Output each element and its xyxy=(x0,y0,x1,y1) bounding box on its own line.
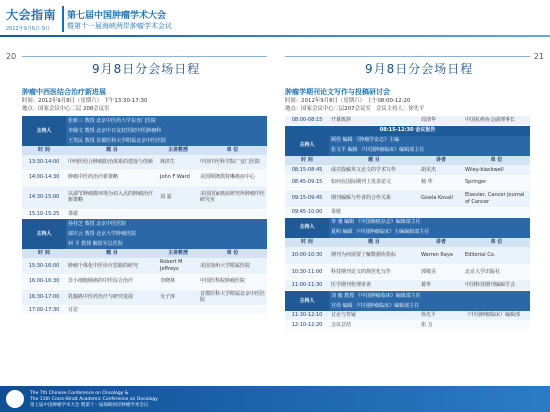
col-topic: 题 目 xyxy=(66,249,158,258)
row-time: 09:15-09:45 xyxy=(285,190,329,208)
row-time: 11:30-12:10 xyxy=(285,311,329,320)
row-speaker: 张 力 xyxy=(419,320,463,330)
chair: 张文平 编辑 《中国肿瘤临床》编辑部主任 xyxy=(329,146,530,156)
col-unit: 单 位 xyxy=(198,249,267,258)
row-time: 12:10-12:20 xyxy=(285,320,329,330)
row-unit: 首都医科大学附属北京中医医院 xyxy=(198,289,267,305)
row-unit: 中国抗癌协会副理事长 xyxy=(463,116,530,125)
row-unit: 中国医科院肿瘤医院 xyxy=(198,274,267,289)
row-time: 13:30-14:00 xyxy=(22,155,66,170)
chair: 李 驰 编辑 《中国肺癌杂志》编辑部主任 xyxy=(329,217,530,228)
row-time: 16:30-17:00 xyxy=(22,289,66,305)
chair-label: 主持人 xyxy=(22,116,66,146)
col-time: 时 间 xyxy=(285,238,329,247)
row-unit: 中国中医科学院广安门医院 xyxy=(198,155,267,170)
row-time: 08:15-08:45 xyxy=(285,165,329,176)
row-speaker xyxy=(419,208,463,218)
section-band: 08:15-12:30 会议报告 xyxy=(285,125,530,136)
chair: 宫伟 编辑 《中国肿瘤临床》编辑部主任 xyxy=(329,301,530,311)
chair: 孙桂芝 教授 北京中医医院 xyxy=(66,219,267,230)
row-unit xyxy=(463,320,530,330)
page-title-right: 9月8日分会场日程 xyxy=(365,62,474,76)
chair-label: 主持人 xyxy=(285,291,329,312)
row-topic: 茶歇 xyxy=(329,208,419,218)
row-unit xyxy=(198,305,267,315)
col-speaker: 主讲教授 xyxy=(158,146,198,155)
logo-title: 大会指南 xyxy=(6,8,57,22)
row-time: 08:45-09:15 xyxy=(285,176,329,190)
conference-title: 第七届中国肿瘤学术大会 xyxy=(67,11,167,21)
footer-text xyxy=(30,391,158,409)
divider xyxy=(62,6,64,32)
conference-logo-icon xyxy=(6,390,24,408)
row-topic: 乳腺癌中医药治疗与研究进展 xyxy=(66,289,158,305)
conference-subtitle: 暨第十一届海峡两岸肿瘤学术会议 xyxy=(67,22,172,30)
col-speaker: 主讲教授 xyxy=(158,249,198,258)
col-topic: 题 目 xyxy=(329,156,419,165)
col-time: 时 间 xyxy=(285,156,329,165)
col-time: 时 间 xyxy=(22,146,66,155)
venue-text: 地点：国家会议中心二层207会议室 xyxy=(285,106,371,112)
col-unit: 单 位 xyxy=(463,156,530,165)
footer-line: 第七届中国肿瘤学术大会 暨第十一届海峡两岸肿瘤学术会议 xyxy=(30,403,149,408)
row-topic: 讨论 xyxy=(66,305,158,315)
chair: 顾佳 编辑 《肿瘤学杂志》主编 xyxy=(329,136,530,146)
rule-left xyxy=(22,56,267,57)
row-topic: 肿瘤中医药治疗新策略 xyxy=(66,170,158,185)
row-speaker xyxy=(158,209,198,219)
row-topic: 非小细胞肺癌的中医综合治疗 xyxy=(66,274,158,289)
chair: 何 平 教授 解放军总医院 xyxy=(66,239,267,249)
row-time: 14:00-14:30 xyxy=(22,170,66,185)
header xyxy=(0,0,550,42)
row-speaker: 胡美杰 xyxy=(419,165,463,176)
row-unit: 美国斯隆凯特琳癌症中心 xyxy=(198,170,267,185)
row-unit: Editorial Co. xyxy=(463,247,530,265)
row-topic: 期刊为何需要了解数据库指标 xyxy=(329,247,419,265)
chair-label: 主持人 xyxy=(285,136,329,156)
row-unit: 中国科技期刊编辑学会 xyxy=(463,280,530,291)
row-unit: 美国加州大学附属医院 xyxy=(198,258,267,274)
row-time: 16:00-16:30 xyxy=(22,274,66,289)
row-time: 15:30-16:00 xyxy=(22,258,66,274)
session-title: 肿瘤中西医结合治疗新进展 xyxy=(22,88,106,96)
row-speaker: John F Ward xyxy=(158,170,198,185)
page-title-left: 9月8日分会场日程 xyxy=(92,62,201,76)
session-time: 时间：2012年9月8日（星期六） 上午08:00-12:20 xyxy=(285,98,411,104)
row-time: 10:30-11:00 xyxy=(285,265,329,280)
row-topic: 成功投稿英文论文的学术写作 xyxy=(329,165,419,176)
row-topic: 如何在国际期刊上发表论文 xyxy=(329,176,419,190)
row-unit: Elsevier, Cancer Journal of Cancer xyxy=(463,190,530,208)
row-speaker: 杨 华 xyxy=(419,176,463,190)
schedule-table xyxy=(285,116,530,330)
right-column xyxy=(285,88,530,330)
row-topic: 医学期刊伦理审查 xyxy=(329,280,419,291)
left-column xyxy=(22,88,267,315)
rule-right xyxy=(285,56,530,57)
row-time: 08:00-08:15 xyxy=(285,116,329,125)
col-unit: 单 位 xyxy=(463,238,530,247)
row-time: 10:00-10:30 xyxy=(285,247,329,265)
chair: 夏明 编辑 《中国肿瘤临床》主编编辑部主任 xyxy=(329,228,530,238)
row-unit: 《中国肿瘤临床》编辑部 xyxy=(463,311,530,320)
row-unit: 美国国家癌症研究所肿瘤中医研究室 xyxy=(198,185,267,209)
col-topic: 题 目 xyxy=(329,238,419,247)
row-time: 17:00-17:30 xyxy=(22,305,66,315)
footer-line: The 7th Chinese Conference on Oncology & xyxy=(30,391,129,396)
page-number-left: 20 xyxy=(6,52,17,61)
session-time: 时间：2012年9月8日（星期六） 下午13:30-17:30 xyxy=(22,98,148,104)
row-speaker xyxy=(158,305,198,315)
row-speaker: 徐先平 xyxy=(419,311,463,320)
row-speaker: 葛华 xyxy=(419,280,463,291)
chair: 郎庆云 教授 北京大学肿瘤医院 xyxy=(66,229,267,239)
col-time: 时 间 xyxy=(22,249,66,258)
chair: 李佩文 教授 北京中日友好医院中医肿瘤科 xyxy=(66,126,267,136)
col-unit: 单 位 xyxy=(198,146,267,155)
row-speaker: Robert M Jeffreys xyxy=(158,258,198,274)
row-time: 09:45-10:00 xyxy=(285,208,329,218)
row-topic: 中西医结合肿瘤防治体系的建设与创新 xyxy=(66,155,158,170)
row-topic: 期刊编辑与作者的合作关系 xyxy=(329,190,419,208)
row-unit xyxy=(463,208,530,218)
row-time: 14:30-15:00 xyxy=(22,185,66,209)
chair: 王笑民 教授 首都医科大学附属北京中医医院 xyxy=(66,136,267,146)
header-rule xyxy=(0,35,550,37)
row-speaker: 林洪生 xyxy=(158,155,198,170)
row-topic: 茶歇 xyxy=(66,209,158,219)
row-unit: Springer xyxy=(463,176,530,190)
contact-text: 会议主持人：徐先平 xyxy=(375,106,425,112)
chair-label: 主持人 xyxy=(22,219,66,250)
row-unit xyxy=(198,209,267,219)
col-topic: 题 目 xyxy=(66,146,158,155)
row-speaker: 李晓林 xyxy=(158,274,198,289)
row-speaker: Warren Raye xyxy=(419,247,463,265)
row-unit: Wiley-blackwell xyxy=(463,165,530,176)
col-speaker: 讲者 xyxy=(419,156,463,165)
row-speaker: 周清华 xyxy=(419,116,463,125)
logo-date: 2012年9月6日-9日 xyxy=(6,26,51,32)
row-speaker: Gisela Kovall xyxy=(419,190,463,208)
session-venue: 地点：国家会议中心二层 208会议室 xyxy=(22,106,110,112)
schedule-table xyxy=(22,116,267,315)
row-topic: 以调节肿瘤微环境为切入点的肿瘤治疗新策略 xyxy=(66,185,158,209)
chair: 刘 毅 教授 《中国肿瘤临床》编辑部主任 xyxy=(329,291,530,302)
chair-label: 主持人 xyxy=(285,217,329,238)
row-speaker: 刘 嘉 xyxy=(158,185,198,209)
col-speaker: 讲者 xyxy=(419,238,463,247)
row-time: 11:00-11:30 xyxy=(285,280,329,291)
row-topic: 讨论与答疑 xyxy=(329,311,419,320)
row-unit: 北京大学出版社 xyxy=(463,265,530,280)
row-topic: 科技期刊论文的规范化写作 xyxy=(329,265,419,280)
row-topic: 开幕致辞 xyxy=(329,116,419,125)
page-number-right: 21 xyxy=(533,52,544,61)
row-topic: 会议总结 xyxy=(329,320,419,330)
row-speaker: 郭敬美 xyxy=(419,265,463,280)
row-topic: 肿瘤个体化中医诊疗思路的研究 xyxy=(66,258,158,274)
footer-line: The 11th Cross-Strait Academic Conference on Oncology xyxy=(30,397,158,402)
row-time: 15:10-15:25 xyxy=(22,209,66,219)
session-venue xyxy=(285,105,530,113)
session-title: 肿瘤学期刊论文写作与投稿研讨会 xyxy=(285,88,390,96)
chair: 张新三 教授 北京中医药大学东直门医院 xyxy=(66,116,267,126)
row-speaker: 吴子淳 xyxy=(158,289,198,305)
